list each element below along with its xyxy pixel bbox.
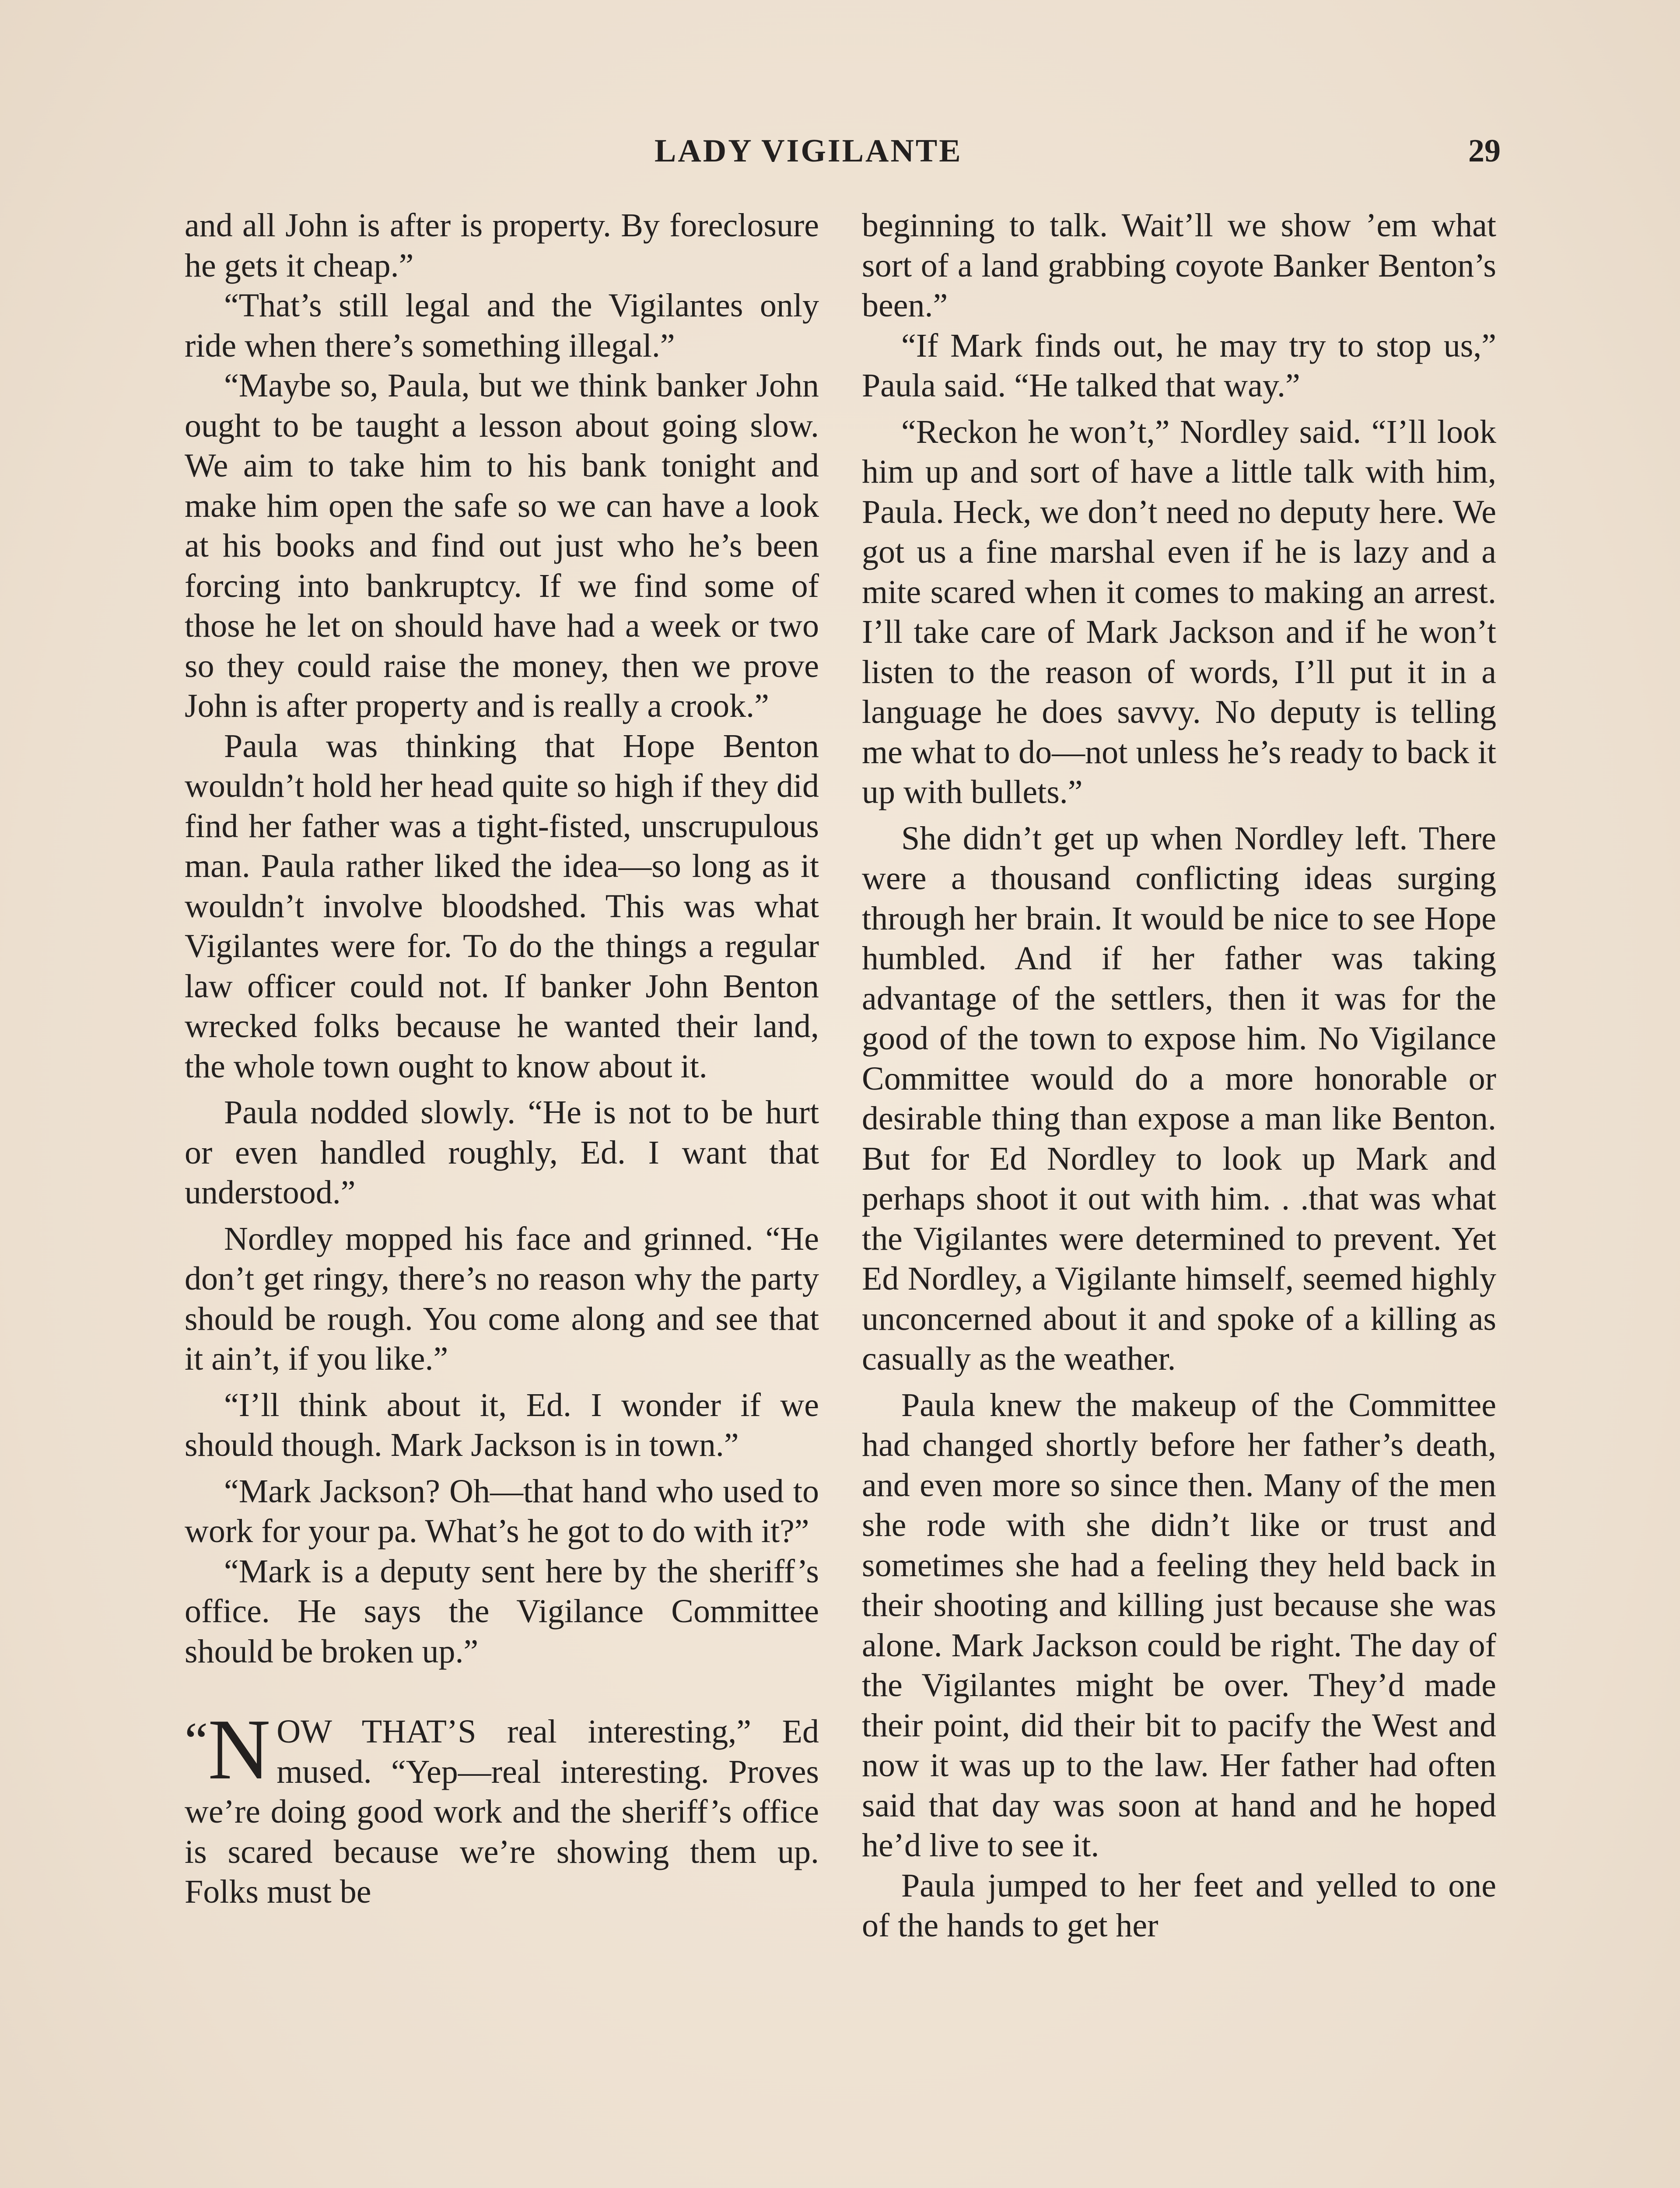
paragraph: “Reckon he won’t,” Nordley said. “I’ll look him up and sort of have a little talk with him, Paula. Heck, we don’t need no deputy here. We got us a fine marshal even if he is lazy and a mite scared when it comes to making an arrest. I’ll take care of Mark Jackson and if he won’t listen to the reason of words, I’ll put it in a language he does savvy. No deputy is telling me what to do—not unless he’s ready to back it up with bullets.” — [862, 413, 1496, 810]
running-head — [0, 127, 1680, 175]
paragraph: “Maybe so, Paula, but we think banker John ought to be taught a lesson about going slow. We aim to take him to his bank tonight and make him open the safe so we can have a look at his books and find out just who he’s been forcing into bankruptcy. If we find some of those he let on should have had a week or two so they could raise the money, then we prove John is after property and is really a crook.” — [185, 367, 819, 724]
right-column — [862, 206, 1496, 1946]
drop-cap — [185, 1701, 271, 1797]
paragraph: Nordley mopped his face and grinned. “He don’t get ringy, there’s no reason why the party should be rough. You come along and see that it ain’t, if you like.” — [185, 1220, 819, 1377]
paragraph: beginning to talk. Wait’ll we show ’em what sort of a land grabbing coyote Banker Benton’s been.” — [862, 207, 1496, 324]
small-caps-lead: OW THAT’S — [276, 1713, 476, 1750]
paragraph: and all John is after is property. By foreclosure he gets it cheap.” — [185, 207, 819, 284]
paragraph-text: real interesting,” Ed mused. “Yep—real interesting. Proves we’re doing good work and the sheriff’s office is scared because we’re showing them up. Folks must be — [185, 1713, 819, 1910]
paragraph: Paula jumped to her feet and yelled to one of the hands to get her — [862, 1867, 1496, 1944]
paragraph: She didn’t get up when Nordley left. There were a thousand conflicting ideas surging through her brain. It would be nice to see Hope humbled. And if her father was taking advantage of the settlers, then it was for the good of the town to expose him. No Vigilance Committee would do a more honorable or desirable thing than expose a man like Benton. But for Ed Nordley to look up Mark and perhaps shoot it out with him. . .that was what the Vigilantes were determined to prevent. Yet Ed Nordley, a Vigilante himself, seemed highly unconcerned about it and spoke of a killing as casually as the weather. — [862, 820, 1496, 1377]
running-title: LADY VIGILANTE — [654, 133, 962, 169]
left-column — [185, 206, 819, 1912]
section-start-paragraph — [185, 1701, 819, 1912]
drop-cap-letter: N — [208, 1701, 271, 1797]
drop-cap-quote: “ — [185, 1711, 208, 1770]
paragraph: Paula nodded slowly. “He is not to be hurt or even handled roughly, Ed. I want that understood.” — [185, 1094, 819, 1211]
paragraph: Paula knew the makeup of the Committee had changed shortly before her father’s death, and even more so since then. Many of the men she rode with she didn’t like or trust and sometimes she had a feeling they held back in their shooting and killing just because she was alone. Mark Jackson could be right. The day of the Vigilantes might be over. They’d made their point, did their bit to pacify the West and now it was up to the law. Her father had often said that day was soon at hand and he hoped he’d live to see it. — [862, 1386, 1496, 1864]
page-number: 29 — [1468, 133, 1501, 169]
paragraph: “Mark is a deputy sent here by the sheriff’s office. He says the Vigilance Committee should be broken up.” — [185, 1553, 819, 1670]
paragraph: “If Mark finds out, he may try to stop us,” Paula said. “He talked that way.” — [862, 327, 1496, 404]
paragraph: “I’ll think about it, Ed. I wonder if we should though. Mark Jackson is in town.” — [185, 1386, 819, 1463]
paragraph: “Mark Jackson? Oh—that hand who used to work for your pa. What’s he got to do with it?” — [185, 1473, 819, 1550]
paragraph: “That’s still legal and the Vigilantes only ride when there’s something illegal.” — [185, 287, 819, 364]
paragraph: Paula was thinking that Hope Benton wouldn’t hold her head quite so high if they did find her father was a tight-fisted, unscrupulous man. Paula rather liked the idea—so long as it wouldn’t involve bloodshed. This was what Vigilantes were for. To do the things a regular law officer could not. If banker John Benton wrecked folks because he wanted their land, the whole town ought to know about it. — [185, 727, 819, 1085]
